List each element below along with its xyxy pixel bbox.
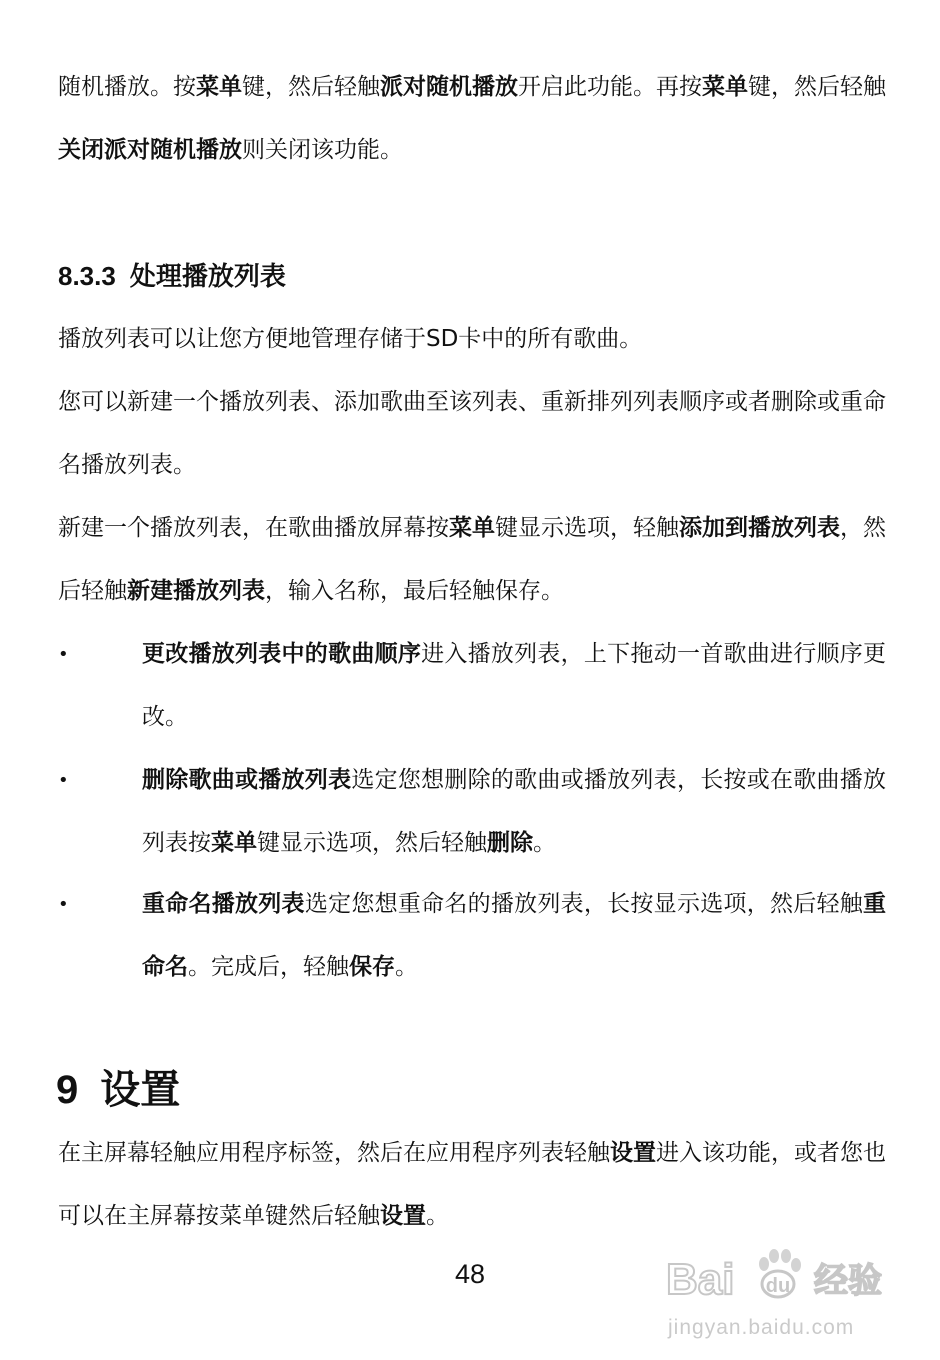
bold-new-playlist: 新建播放列表 [127, 578, 265, 604]
section-title: 处理播放列表 [129, 262, 286, 292]
bullet-body: 选定您想删除的歌曲或播放列表，长按或在歌曲播放列表按 [142, 767, 887, 856]
bullet-body: 键显示选项，然后轻触 [257, 830, 487, 856]
intro-bold-menu: 菜单 [702, 74, 748, 100]
baidu-jingyan-watermark [664, 1236, 904, 1346]
paragraph-text: ，然后轻触 [58, 515, 886, 604]
bullet-body: 。 [533, 830, 556, 856]
intro-text: 键， [748, 74, 794, 100]
intro-text: 键，然后轻触 [242, 74, 380, 100]
paragraph-text: 进入该功能，或者您也可以在主屏幕按菜单键然后轻触 [58, 1140, 886, 1229]
chapter-heading-9 [56, 1060, 180, 1120]
paragraph-text: 在主屏幕轻触应用程序标签，然后在应用程序列表轻触 [58, 1140, 610, 1166]
bullet-bold-save: 保存 [349, 954, 395, 980]
bullet-text [142, 749, 886, 875]
intro-bold-menu: 菜单 [196, 74, 242, 100]
intro-text: 随机播放。按 [58, 74, 196, 100]
watermark-product: 经验 [814, 1261, 882, 1301]
bold-add-to-playlist: 添加到播放列表 [679, 515, 840, 541]
watermark-url: jingyan.baidu.com [668, 1316, 855, 1339]
bold-menu: 菜单 [449, 515, 495, 541]
bullet-text [142, 873, 886, 999]
intro-text: 然后轻触 [794, 74, 886, 100]
chapter-number: 9 [56, 1068, 79, 1112]
intro-bold-close-party-shuffle: 关闭派对随机播放 [58, 137, 242, 163]
page-number: 48 [454, 1259, 486, 1289]
bullet-bold-title: 删除歌曲或播放列表 [142, 767, 352, 793]
bold-settings: 设置 [610, 1140, 656, 1166]
bullet-icon: • [58, 770, 69, 791]
bullet-bold-title: 更改播放列表中的歌曲顺序 [142, 641, 422, 667]
paragraph-text: 。 [426, 1203, 449, 1229]
bullet-bold-delete: 删除 [487, 830, 533, 856]
bullet-text [142, 623, 886, 749]
bold-settings: 设置 [380, 1203, 426, 1229]
section-number: 8.3.3 [58, 261, 116, 291]
bullet-body: 。 [395, 954, 418, 980]
bullet-bold-menu: 菜单 [211, 830, 257, 856]
paragraph-text: ，输入名称，最后轻触保存。 [265, 578, 564, 604]
playlist-intro-paragraph: 播放列表可以让您方便地管理存储于SD卡中的所有歌曲。 [58, 326, 643, 352]
bullet-body: 进入播放列表，上下拖动一首歌曲进行顺序更改。 [142, 641, 887, 730]
bullet-body: 选定您想重命名的播放列表，长按显示选项，然后轻触 [304, 891, 864, 917]
chapter-title: 设置 [100, 1067, 181, 1113]
new-playlist-paragraph [58, 497, 886, 623]
paw-icon [759, 1249, 801, 1297]
bullet-bold-title: 重命名播放列表 [142, 891, 305, 917]
paragraph-text: 键显示选项，轻触 [495, 515, 679, 541]
bullet-icon: • [58, 894, 69, 915]
intro-text: 开启此功能。再按 [518, 74, 702, 100]
intro-paragraph [58, 56, 886, 182]
watermark-brand-mid: du [765, 1275, 791, 1297]
section-heading-8-3-3 [58, 252, 286, 301]
bullet-bold-rename: 重命名 [142, 891, 887, 980]
playlist-description-paragraph: 您可以新建一个播放列表、添加歌曲至该列表、重新排列列表顺序或者删除或重命名播放列表。 [58, 389, 886, 478]
watermark-brand: Bai [666, 1255, 735, 1304]
intro-bold-party-shuffle: 派对随机播放 [380, 74, 518, 100]
paragraph-text: 新建一个播放列表，在歌曲播放屏幕按 [58, 515, 449, 541]
bullet-body: 。完成后，轻触 [188, 954, 349, 980]
intro-text: 则关闭该功能。 [242, 137, 403, 163]
settings-paragraph [58, 1122, 886, 1248]
bullet-icon: • [58, 644, 69, 665]
